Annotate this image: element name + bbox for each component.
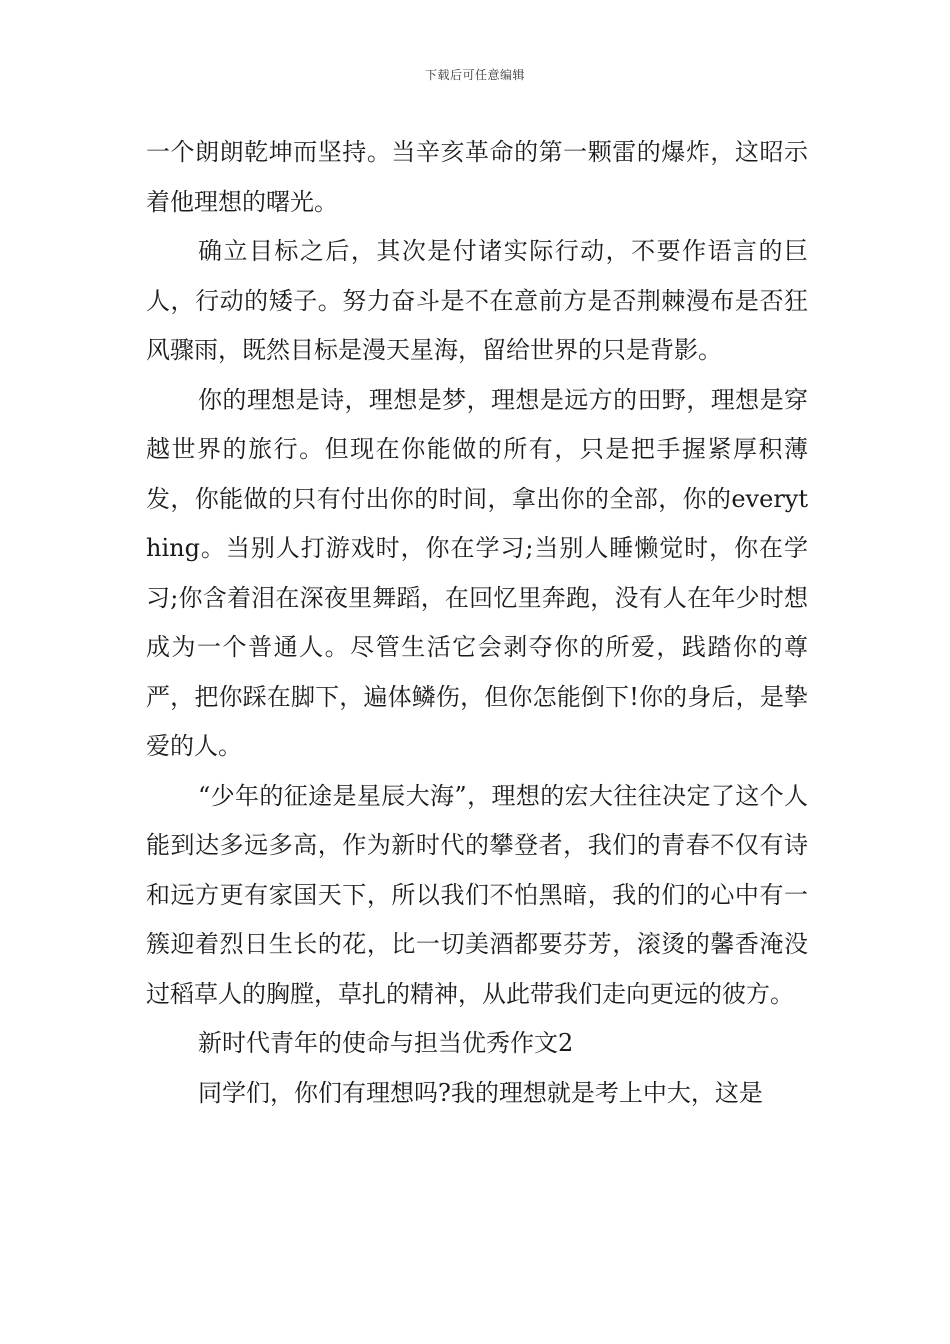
paragraph-5: 同学们，你们有理想吗?我的理想就是考上中大，这是: [198, 1078, 763, 1107]
page-header: 下载后可任意编辑: [424, 68, 525, 82]
document-body: [146, 128, 808, 1118]
paragraph-4: “少年的征途是星辰大海”，理想的宏大往往决定了这个人能到达多远多高，作为新时代的攀登者，我们的青春不仅有诗和远方更有家国天下，所以我们不怕黑暗，我的们的心中有一簇迎着烈日生长的花，比一切美酒都要芬芳，滚烫的馨香淹没过稻草人的胸膛，草扎的精神，从此带我们走向更远的彼方。: [146, 781, 808, 1008]
paragraph-1: 一个朗朗乾坤而坚持。当辛亥革命的第一颗雷的爆炸，这昭示着他理想的曙光。: [146, 138, 808, 216]
section-heading: 新时代青年的使命与担当优秀作文2: [198, 1029, 574, 1057]
paragraph-3: 你的理想是诗，理想是梦，理想是远方的田野，理想是穿越世界的旅行。但现在你能做的所有，只是把手握紧厚积薄发，你能做的只有付出你的时间，拿出你的全部，你的everything。当别人打游戏时，你在学习;当别人睡懒觉时，你在学习;你含着泪在深夜里舞蹈，在回忆里奔跑，没有人在年少时想成为一个普通人。尽管生活它会剥夺你的所爱，践踏你的尊严，把你踩在脚下，遍体鳞伤，但你怎能倒下!你的身后，是挚爱的人。: [146, 385, 808, 760]
paragraph-2: 确立目标之后，其次是付诸实际行动，不要作语言的巨人，行动的矮子。努力奋斗是不在意前方是否荆棘漫布是否狂风骤雨，既然目标是漫天星海，留给世界的只是背影。: [146, 237, 808, 364]
